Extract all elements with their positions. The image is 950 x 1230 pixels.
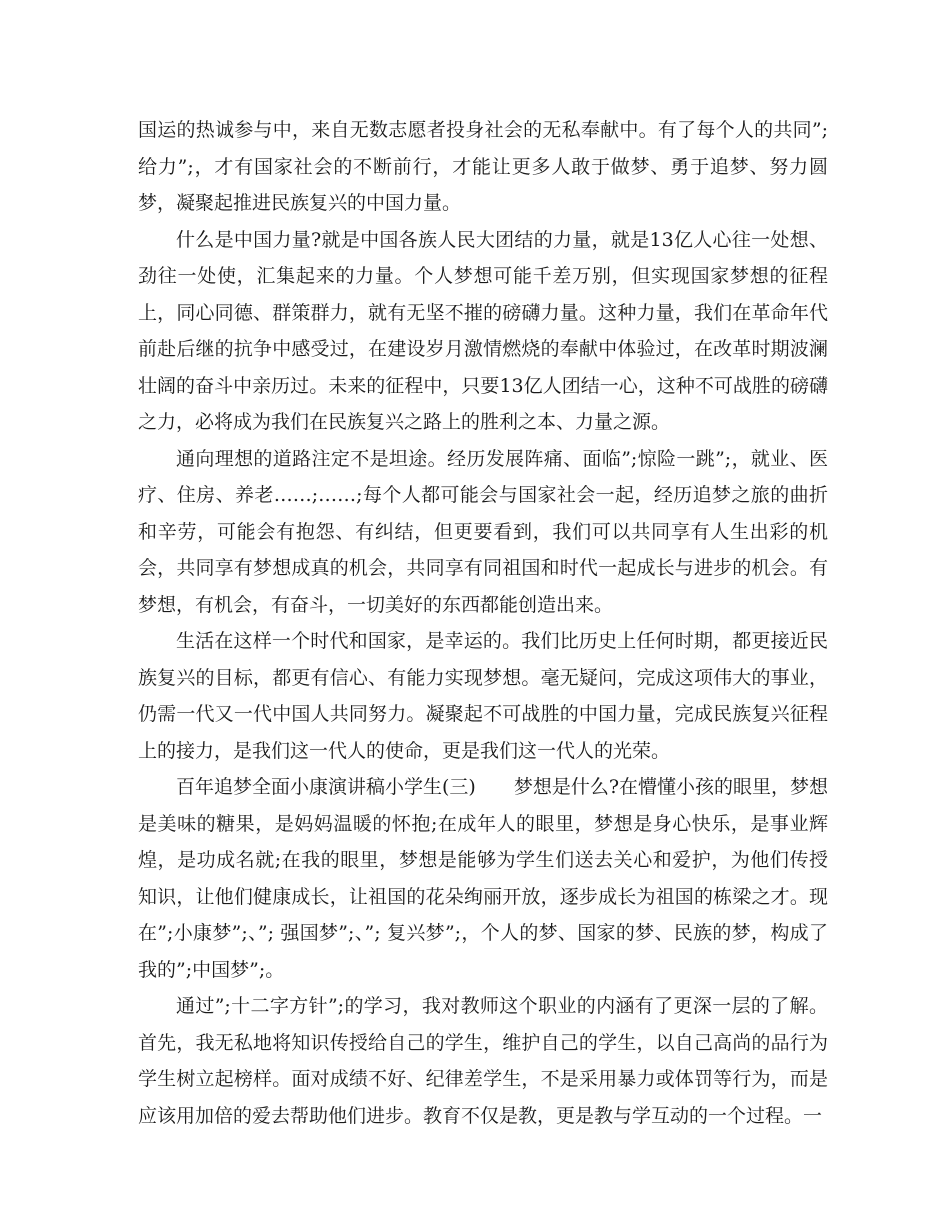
- document-body: [138, 112, 828, 1134]
- paragraph-fortunate-era: 生活在这样一个时代和国家，是幸运的。我们比历史上任何时期，都更接近民族复兴的目标，都更有信心、有能力实现梦想。毫无疑问，完成这项伟大的事业，仍需一代又一代中国人共同努力。凝聚起不可战胜的中国力量，完成民族复兴征程上的接力，是我们这一代人的使命，更是我们这一代人的光荣。: [138, 630, 828, 762]
- paragraph-continued: 国运的热诚参与中，来自无数志愿者投身社会的无私奉献中。有了每个人的共同”;给力”;，才有国家社会的不断前行，才能让更多人敢于做梦、勇于追梦、努力圆梦，凝聚起推进民族复兴的中国力量。: [138, 119, 828, 214]
- paragraph-twelve-principles: 通过”;十二字方针”;的学习，我对教师这个职业的内涵有了更深一层的了解。首先，我无私地将知识传授给自己的学生，维护自己的学生，以自己高尚的品行为学生树立起榜样。面对成绩不好、纪律差学生，不是采用暴力或体罚等行为，而是应该用加倍的爱去帮助他们进步。教育不仅是教，更是教与学互动的一个过程。一: [138, 995, 828, 1127]
- paragraph-speech-three: 百年追梦全面小康演讲稿小学生(三) 梦想是什么?在懵懂小孩的眼里，梦想是美味的糖果，是妈妈温暖的怀抱;在成年人的眼里，梦想是身心快乐，是事业辉煌，是功成名就;在我的眼里，梦想是能够为学生们送去关心和爱护，为他们传授知识，让他们健康成长，让祖国的花朵绚丽开放，逐步成长为祖国的栋梁之才。现在”;小康梦”;、”; 强国梦”;、”; 复兴梦”;，个人的梦、国家的梦、民族的梦，构成了我的”;中国梦”;。: [138, 776, 829, 981]
- paragraph-china-power: 什么是中国力量?就是中国各族人民大团结的力量，就是13亿人心往一处想、劲往一处使，汇集起来的力量。个人梦想可能千差万别，但实现国家梦想的征程上，同心同德、群策群力，就有无坚不摧的磅礴力量。这种力量，我们在革命年代前赴后继的抗争中感受过，在建设岁月激情燃烧的奉献中体验过，在改革时期波澜壮阔的奋斗中亲历过。未来的征程中，只要13亿人团结一心，这种不可战胜的磅礴之力，必将成为我们在民族复兴之路上的胜利之本、力量之源。: [138, 228, 828, 433]
- paragraph-road-to-ideal: 通向理想的道路注定不是坦途。经历发展阵痛、面临”;惊险一跳”;，就业、医疗、住房、养老……;……;每个人都可能会与国家社会一起，经历追梦之旅的曲折和辛劳，可能会有抱怨、有纠结，但更要看到，我们可以共同享有人生出彩的机会，共同享有梦想成真的机会，共同享有同祖国和时代一起成长与进步的机会。有梦想，有机会，有奋斗，一切美好的东西都能创造出来。: [138, 447, 828, 616]
